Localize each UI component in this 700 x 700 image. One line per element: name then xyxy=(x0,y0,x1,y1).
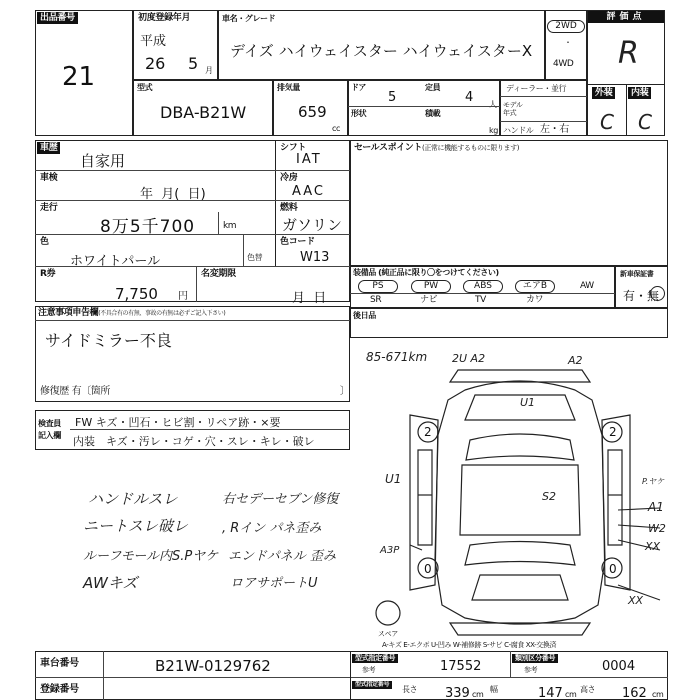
chassis-label: 車台番号 xyxy=(37,658,82,670)
width-label: 幅 xyxy=(490,685,498,694)
shift-value: IAT xyxy=(296,152,322,167)
chassis-value: B21W-0129762 xyxy=(155,657,271,675)
note-right-2: , Rイン パネ歪み xyxy=(222,521,322,536)
load-unit: kg xyxy=(489,126,498,135)
inspector-label-1: 検査員 xyxy=(38,419,61,428)
sales-point-title: セールスポイント xyxy=(354,143,422,153)
code-xx-right: XX xyxy=(645,540,661,553)
code-xx-bottom: XX xyxy=(628,594,644,607)
note-left-4: AWキズ xyxy=(83,574,138,592)
sales-point-note: (正常に機能するものに限ります) xyxy=(422,144,520,152)
reg-month-unit: 月 xyxy=(205,66,213,75)
height-unit: cm xyxy=(652,690,664,699)
dealer-divider xyxy=(500,96,587,97)
reg-date-label: 初度登録年月 xyxy=(135,12,193,24)
equip-abs: ABS xyxy=(463,280,503,293)
transfer-value: 月 日 xyxy=(292,291,327,306)
dealer-label: ディーラー・並行 xyxy=(506,84,567,93)
dealer-divider-2 xyxy=(500,121,587,122)
reg-year: 26 xyxy=(145,54,166,73)
door-value: 5 xyxy=(388,90,397,105)
grade-divider xyxy=(626,84,627,136)
model-value: DBA-B21W xyxy=(160,103,247,122)
equip-sr: SR xyxy=(370,295,382,305)
code-p-yake: P.ヤケ xyxy=(642,477,665,486)
code-circle-0-left: 0 xyxy=(424,562,432,576)
ac-label: 冷房 xyxy=(277,172,300,184)
class-value: 0004 xyxy=(602,659,636,674)
equip-leather: カワ xyxy=(526,295,544,305)
color-change-label: 色替 xyxy=(247,253,263,262)
inspection-value: 年 月( 日) xyxy=(140,187,206,202)
color-value: ホワイトパール xyxy=(70,254,161,269)
handle-label: ハンドル xyxy=(503,126,534,135)
length-unit: cm xyxy=(472,690,484,699)
equipment-label: 装備品 (純正品に限り〇をつけてください) xyxy=(353,268,499,277)
shift-label: シフト xyxy=(277,142,309,154)
footer-vline-3 xyxy=(510,651,511,677)
inspection-label: 車検 xyxy=(37,172,60,184)
recycle-value: 7,750 xyxy=(115,285,158,303)
code-a1: A1 xyxy=(648,500,664,514)
remarks-line xyxy=(35,320,350,321)
details-vdivider xyxy=(275,140,276,266)
reg-no-label: 登録番号 xyxy=(37,684,82,696)
shape-label: 形状 xyxy=(351,109,367,118)
lot-number: 21 xyxy=(62,62,96,92)
warranty-value: 有・無 xyxy=(623,289,660,303)
code-s2: S2 xyxy=(542,490,556,503)
disp-label: 排気量 xyxy=(277,83,300,92)
equip-tv: TV xyxy=(475,295,486,305)
width-value: 147 xyxy=(538,686,563,700)
reg-month: 5 xyxy=(188,54,199,73)
class-ref: 参考 xyxy=(524,666,538,674)
load-label: 積載 xyxy=(425,109,441,118)
dims-label: 型式指定番号 xyxy=(352,681,392,689)
transfer-label: 名変期限 xyxy=(198,268,239,280)
exterior-label: 外装 xyxy=(592,87,615,99)
equip-airbag: エアB xyxy=(515,280,555,293)
after-cell xyxy=(350,308,668,338)
code-circle-0-right: 0 xyxy=(609,562,617,576)
disp-value: 659 xyxy=(298,103,327,121)
lot-label: 出品番号 xyxy=(37,12,78,24)
recycle-label: R券 xyxy=(37,268,58,280)
code-circle-2-left: 2 xyxy=(424,425,432,439)
note-left-2: ニートスレ破レ xyxy=(83,517,188,535)
remarks-note: (不具合有の有無、事故の有無は必ずご記入下さい) xyxy=(98,310,226,317)
after-label: 後日品 xyxy=(353,311,376,320)
equipment-line xyxy=(350,293,615,294)
footer-vline-2 xyxy=(350,651,351,700)
color-code-value: W13 xyxy=(300,250,330,265)
code-w2: W2 xyxy=(648,522,666,535)
door-cell xyxy=(348,80,500,136)
drive-dot: ・ xyxy=(564,38,572,47)
mileage-label: 走行 xyxy=(37,202,60,214)
inspector-label-2: 記入欄 xyxy=(38,431,61,440)
code-u1-left: U1 xyxy=(385,472,402,486)
note-left-3: ルーフモール内S.Pヤケ xyxy=(83,549,219,564)
cap-label: 定員 xyxy=(425,83,441,92)
code-a2: A2 xyxy=(568,354,583,367)
repair-end: 〕 xyxy=(340,386,350,397)
recycle-unit: 円 xyxy=(178,291,188,302)
repair-label: 修復歴 有〔箇所 xyxy=(40,386,110,397)
drive-2wd: 2WD xyxy=(547,20,585,33)
fuel-label: 燃料 xyxy=(277,202,300,214)
score-value: R xyxy=(618,36,639,71)
interior-label: 内装 xyxy=(628,87,651,99)
score-label: 評価点 xyxy=(588,11,664,23)
warranty-label: 新車保証書 xyxy=(617,268,657,280)
remarks-text: サイドミラー不良 xyxy=(45,331,172,350)
type-spec-value: 17552 xyxy=(440,659,482,674)
cap-unit: 人 xyxy=(489,100,497,109)
len-label: 長さ xyxy=(402,685,418,694)
code-a3p: A3P xyxy=(380,545,400,556)
color-label: 色 xyxy=(37,236,52,248)
footer-vline-1 xyxy=(103,651,104,700)
code-2u-a2: 2U A2 xyxy=(452,352,486,365)
note-right-3: エンドパネル 歪み xyxy=(228,549,336,564)
door-label: ドア xyxy=(351,83,366,92)
equip-aw: AW xyxy=(580,281,594,291)
sales-point-label xyxy=(354,144,519,153)
damage-legend: A-キズ E-エクボ U-凹み W-補修跡 S-サビ C-腐食 XX-交換済 xyxy=(382,641,557,649)
class-label: 類別区分番号 xyxy=(512,654,558,663)
mileage-unit: km xyxy=(223,221,237,231)
inspector-int-label: 内装 xyxy=(73,435,95,448)
note-right-4: ロアサポートU xyxy=(230,576,318,591)
remarks-label: 注意事項申告欄 xyxy=(38,308,99,318)
spec-row-divider xyxy=(348,106,500,107)
width-unit: cm xyxy=(565,690,577,699)
usage-label: 車歴 xyxy=(37,142,60,154)
diagram-top-note: 85-671km xyxy=(366,350,428,364)
mileage-value: 8万5千700 xyxy=(100,217,196,237)
inspector-ext-line: FW キズ・凹石・ヒビ割・リペア跡・×要 xyxy=(75,416,281,429)
note-right-1: 右セデーセブン修復 xyxy=(222,492,339,507)
interior-grade: C xyxy=(638,110,652,134)
drive-4wd: 4WD xyxy=(553,59,574,69)
spare-label: スペア xyxy=(378,630,398,638)
height-label: 高さ xyxy=(580,685,596,694)
disp-unit: cc xyxy=(332,124,340,133)
length-value: 339 xyxy=(445,686,470,700)
sales-point-cell xyxy=(350,140,668,266)
equip-ps: PS xyxy=(358,280,398,293)
grade-label: 車名・グレード xyxy=(222,14,276,23)
exterior-grade: C xyxy=(600,110,614,134)
code-u1-top: U1 xyxy=(520,396,536,409)
type-spec-ref: 参考 xyxy=(362,666,376,674)
remarks-label-row xyxy=(38,309,225,318)
era: 平成 xyxy=(140,34,167,49)
equip-pw: PW xyxy=(411,280,451,293)
footer-hline xyxy=(35,677,668,678)
type-spec-label: 型式指定番号 xyxy=(352,654,398,663)
note-left-1: ハンドルスレ xyxy=(88,490,178,508)
fuel-value: ガソリン xyxy=(282,216,343,234)
car-name: デイズ ハイウェイスター ハイウェイスターX xyxy=(230,42,533,60)
cap-value: 4 xyxy=(465,90,474,105)
ac-value: AAC xyxy=(292,184,325,199)
equip-navi: ナビ xyxy=(420,295,438,305)
recycle-divider xyxy=(196,266,197,302)
color-code-label: 色コード xyxy=(277,236,318,248)
model-label: 型式 xyxy=(137,83,153,92)
height-value: 162 xyxy=(622,686,647,700)
handle-opts: 左・右 xyxy=(540,124,569,135)
warranty-circle xyxy=(650,286,665,301)
model-year-label: モデル年式 xyxy=(503,101,523,117)
color-change-divider xyxy=(243,234,244,266)
code-circle-2-right: 2 xyxy=(609,425,617,439)
usage-value: 自家用 xyxy=(80,152,126,170)
inspector-int-line: キズ・汚レ・コゲ・穴・スレ・キレ・破レ xyxy=(106,435,315,448)
